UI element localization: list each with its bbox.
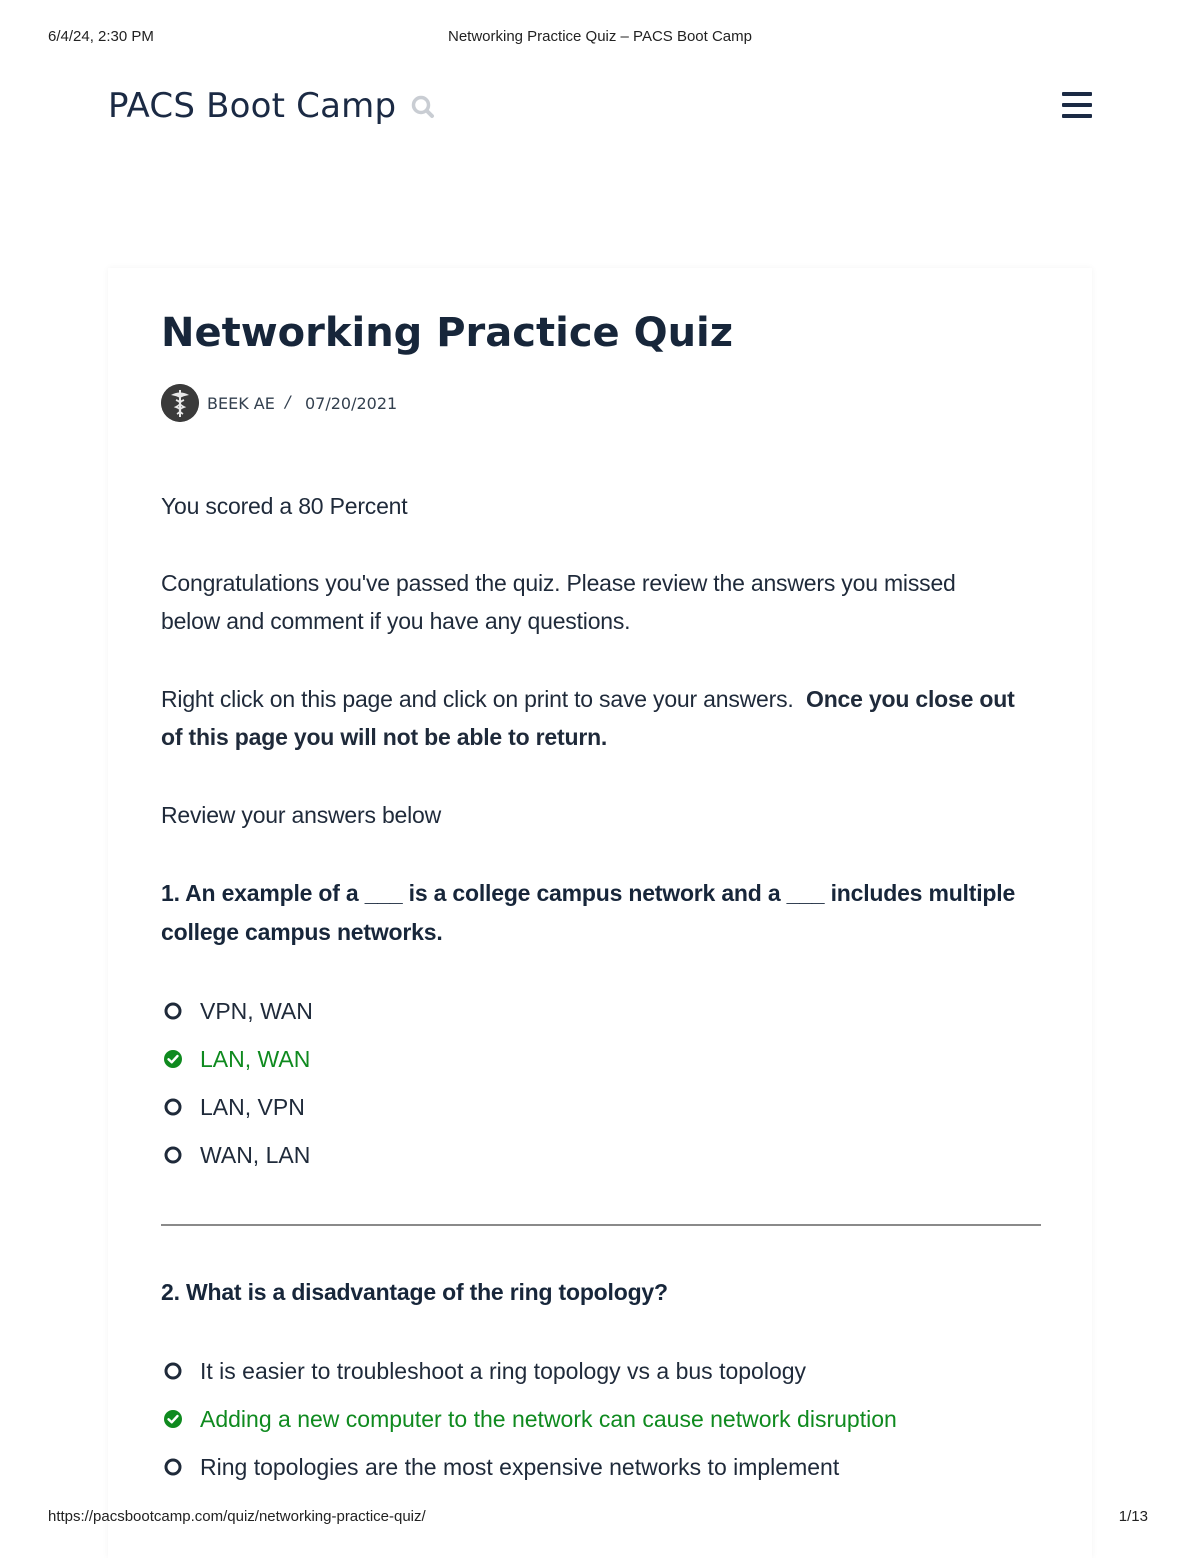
radio-circle-icon xyxy=(163,1457,183,1477)
score-text: You scored a 80 Percent xyxy=(161,493,408,519)
print-date: 6/4/24, 2:30 PM xyxy=(48,28,154,45)
caduceus-icon xyxy=(161,384,199,422)
radio-circle-icon xyxy=(163,1361,183,1381)
page-counter: 1/13 xyxy=(1118,1508,1148,1525)
warning-text-1: Once you close out xyxy=(806,686,1015,712)
answer-option xyxy=(161,1448,1041,1496)
question-1 xyxy=(161,874,1041,1184)
quiz-article xyxy=(108,268,1092,1558)
check-circle-icon xyxy=(163,1049,183,1069)
answer-text: WAN, LAN xyxy=(200,1142,311,1168)
answer-text: LAN, VPN xyxy=(200,1094,305,1120)
answer-option xyxy=(161,1136,1041,1184)
answer-option xyxy=(161,1088,1041,1136)
congrats-line-2: below and comment if you have any questions. xyxy=(161,608,631,634)
answer-option xyxy=(161,1352,1041,1400)
congrats-line-1: Congratulations you've passed the quiz. Please review the answers you missed xyxy=(161,570,956,596)
post-meta xyxy=(161,384,1041,424)
question-line-2: college campus networks. xyxy=(161,919,443,945)
print-footer xyxy=(0,1508,1200,1528)
answer-list xyxy=(161,1352,1041,1496)
question-text: 2. What is a disadvantage of the ring topology? xyxy=(161,1279,668,1305)
print-header xyxy=(0,28,1200,48)
page-title: Networking Practice Quiz xyxy=(161,310,734,356)
congrats-text xyxy=(161,564,1041,640)
meta-separator: / xyxy=(285,392,291,411)
answer-text: Adding a new computer to the network can cause network disruption xyxy=(200,1406,897,1432)
review-heading: Review your answers below xyxy=(161,802,442,828)
question-text xyxy=(161,874,1041,952)
radio-circle-icon xyxy=(163,1145,183,1165)
question-2 xyxy=(161,1273,1041,1496)
print-instructions xyxy=(161,680,1041,756)
answer-option xyxy=(161,992,1041,1040)
warning-text-2: of this page you will not be able to return. xyxy=(161,724,608,750)
post-date: 07/20/2021 xyxy=(305,394,398,413)
question-line-1: 1. An example of a ___ is a college campus network and a ___ includes multiple xyxy=(161,880,1016,906)
answer-list xyxy=(161,992,1041,1184)
author-name[interactable]: BEEK AE xyxy=(207,394,275,413)
print-page-title: Networking Practice Quiz – PACS Boot Camp xyxy=(447,28,752,45)
check-circle-icon xyxy=(163,1409,183,1429)
answer-text: It is easier to troubleshoot a ring topology vs a bus topology xyxy=(200,1358,807,1384)
author-avatar[interactable] xyxy=(161,384,199,422)
site-logo[interactable]: PACS Boot Camp xyxy=(108,86,397,126)
radio-circle-icon xyxy=(163,1097,183,1117)
hamburger-menu-icon[interactable] xyxy=(1062,92,1092,120)
print-url[interactable]: https://pacsbootcamp.com/quiz/networking-practice-quiz/ xyxy=(48,1508,426,1525)
radio-circle-icon xyxy=(163,1001,183,1021)
print-instruction-text: Right click on this page and click on print to save your answers. xyxy=(161,686,794,712)
answer-text: LAN, WAN xyxy=(200,1046,311,1072)
site-header xyxy=(108,80,1092,136)
answer-option-correct xyxy=(161,1040,1041,1088)
search-icon[interactable] xyxy=(410,94,436,120)
answer-text: Ring topologies are the most expensive networks to implement xyxy=(200,1454,840,1480)
answer-text: VPN, WAN xyxy=(200,998,313,1024)
answer-option-correct xyxy=(161,1400,1041,1448)
